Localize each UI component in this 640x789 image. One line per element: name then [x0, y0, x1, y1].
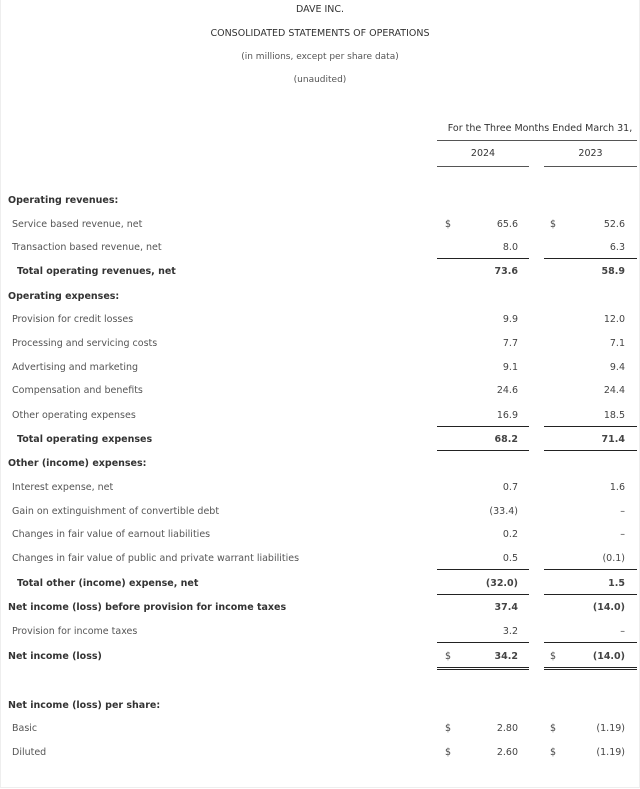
value-2023: 9.4: [609, 362, 625, 373]
subtotal-rule: [544, 450, 637, 451]
row-label: Other (income) expenses:: [8, 458, 147, 469]
value-2024: 68.2: [494, 434, 518, 445]
subtotal-rule: [544, 642, 637, 643]
value-2024: 73.6: [494, 266, 518, 277]
unaudited-note: (unaudited): [293, 75, 347, 85]
total-row: [0, 266, 640, 284]
row-label: Net income (loss) per share:: [8, 700, 161, 711]
value-2024: 9.1: [502, 362, 518, 373]
value-2024: 34.2: [494, 651, 518, 662]
currency-symbol: $: [549, 219, 557, 230]
value-2024: (33.4): [489, 506, 518, 517]
section-heading: [0, 700, 640, 718]
value-2023: (1.19): [596, 723, 625, 734]
value-2024: (32.0): [485, 578, 518, 589]
value-2023: –: [620, 506, 625, 517]
section-heading: [0, 458, 640, 476]
value-2023: 52.6: [603, 219, 625, 230]
value-2024: 16.9: [496, 410, 518, 421]
row-label: Operating expenses:: [8, 291, 120, 302]
value-2023: –: [620, 529, 625, 540]
year-2024-header: 2024: [470, 148, 496, 159]
subtotal-rule: [437, 667, 529, 668]
year-rule: [544, 166, 637, 167]
line-item-row: [0, 314, 640, 332]
subtotal-rule: [544, 667, 637, 668]
value-2024: 2.60: [496, 747, 518, 758]
value-2023: 1.5: [608, 578, 625, 589]
line-item-row: [0, 747, 640, 765]
value-2024: 2.80: [496, 723, 518, 734]
double-rule: [544, 669, 637, 670]
period-rule: [437, 140, 637, 141]
value-2024: 24.6: [496, 385, 518, 396]
subtotal-rule: [437, 258, 529, 259]
row-label: Provision for income taxes: [12, 626, 138, 637]
subtotal-rule: [437, 426, 529, 427]
currency-symbol: $: [444, 219, 452, 230]
section-heading: [0, 195, 640, 213]
value-2023: 7.1: [609, 338, 625, 349]
total-row: [0, 602, 640, 620]
value-2024: 65.6: [496, 219, 518, 230]
row-label: Net income (loss) before provision for income taxes: [8, 602, 287, 613]
value-2024: 7.7: [502, 338, 518, 349]
currency-symbol: $: [549, 651, 557, 662]
value-2023: 58.9: [601, 266, 625, 277]
period-header: For the Three Months Ended March 31,: [447, 123, 633, 134]
row-label: Compensation and benefits: [12, 385, 143, 396]
subtotal-rule: [437, 594, 529, 595]
row-label: Processing and servicing costs: [12, 338, 158, 349]
subtotal-rule: [544, 569, 637, 570]
value-2024: 0.7: [502, 482, 518, 493]
year-rule: [437, 166, 529, 167]
subtotal-rule: [544, 258, 637, 259]
value-2024: 9.9: [502, 314, 518, 325]
row-label: Total other (income) expense, net: [17, 578, 199, 589]
line-item-row: [0, 506, 640, 524]
row-label: Total operating expenses: [17, 434, 153, 445]
value-2023: –: [620, 626, 625, 637]
line-item-row: [0, 219, 640, 237]
subtotal-rule: [437, 450, 529, 451]
line-item-row: [0, 723, 640, 741]
value-2023: 1.6: [609, 482, 625, 493]
subtotal-rule: [437, 642, 529, 643]
line-item-row: [0, 338, 640, 356]
row-label: Changes in fair value of public and private warrant liabilities: [12, 553, 300, 564]
value-2023: (1.19): [596, 747, 625, 758]
row-label: Interest expense, net: [12, 482, 114, 493]
row-label: Provision for credit losses: [12, 314, 134, 325]
row-label: Changes in fair value of earnout liabilities: [12, 529, 211, 540]
row-label: Basic: [12, 723, 38, 734]
value-2024: 37.4: [494, 602, 518, 613]
value-2023: (14.0): [592, 602, 625, 613]
value-2023: 18.5: [603, 410, 625, 421]
currency-symbol: $: [444, 747, 452, 758]
company-name: DAVE INC.: [295, 4, 345, 15]
line-item-row: [0, 482, 640, 500]
section-heading: [0, 291, 640, 309]
value-2023: 12.0: [603, 314, 625, 325]
row-label: Gain on extinguishment of convertible debt: [12, 506, 220, 517]
value-2023: 24.4: [603, 385, 625, 396]
value-2023: (14.0): [592, 651, 625, 662]
value-2024: 8.0: [502, 242, 518, 253]
units-note: (in millions, except per share data): [241, 52, 399, 62]
value-2023: 6.3: [609, 242, 625, 253]
value-2023: (0.1): [602, 553, 625, 564]
value-2024: 0.2: [502, 529, 518, 540]
double-rule: [437, 669, 529, 670]
line-item-row: [0, 362, 640, 380]
value-2024: 3.2: [502, 626, 518, 637]
subtotal-rule: [544, 426, 637, 427]
row-label: Advertising and marketing: [12, 362, 139, 373]
row-label: Operating revenues:: [8, 195, 119, 206]
row-label: Transaction based revenue, net: [12, 242, 162, 253]
line-item-row: [0, 529, 640, 547]
year-2023-header: 2023: [578, 148, 603, 159]
line-item-row: [0, 385, 640, 403]
statement-title: CONSOLIDATED STATEMENTS OF OPERATIONS: [210, 28, 430, 39]
currency-symbol: $: [549, 723, 557, 734]
row-label: Net income (loss): [8, 651, 102, 662]
row-label: Service based revenue, net: [12, 219, 143, 230]
subtotal-rule: [544, 594, 637, 595]
value-2024: 0.5: [502, 553, 518, 564]
row-label: Other operating expenses: [12, 410, 136, 421]
currency-symbol: $: [444, 723, 452, 734]
subtotal-rule: [437, 569, 529, 570]
value-2023: 71.4: [601, 434, 625, 445]
row-label: Total operating revenues, net: [17, 266, 176, 277]
row-label: Diluted: [12, 747, 47, 758]
currency-symbol: $: [444, 651, 452, 662]
currency-symbol: $: [549, 747, 557, 758]
